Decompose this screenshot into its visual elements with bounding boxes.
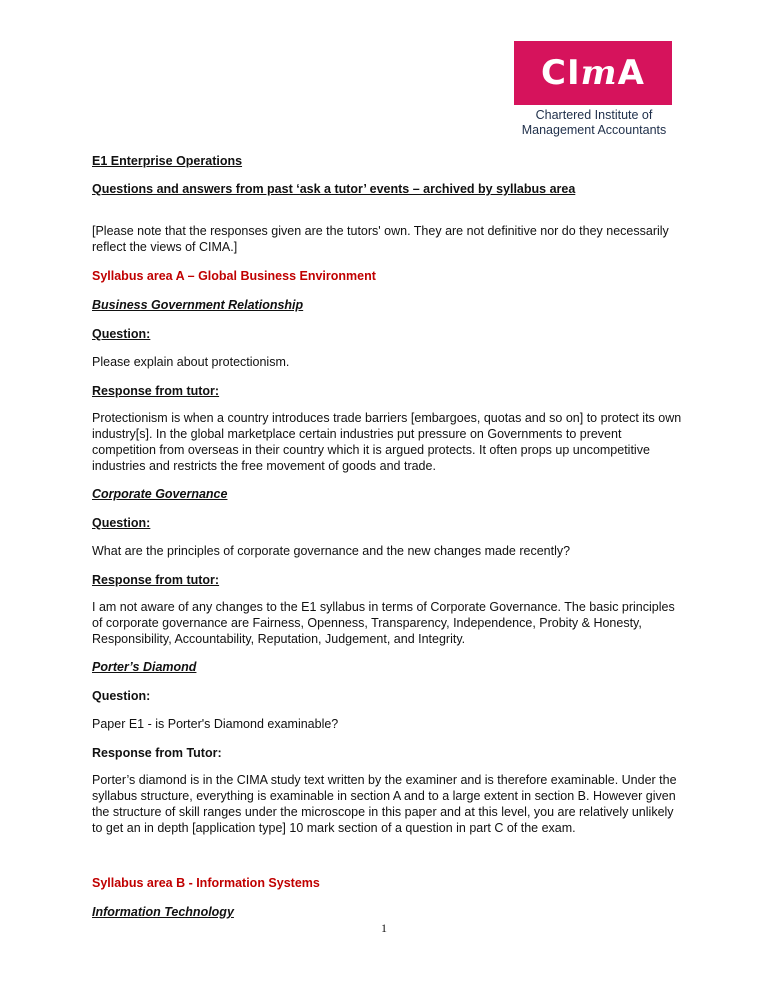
question-label: Question: <box>92 516 151 530</box>
document-title: E1 Enterprise Operations <box>92 154 243 168</box>
response-text: Porter’s diamond is in the CIMA study text written by the examiner and is therefore examinable. Under the syllabus structure, everything is examinable in section A and to a large extent in section B. However given the structure of skill ranges under the microscope in this paper and at this level, you are relatively unlikely to get an in depth [application type] 10 mark section of a question in part C of the exam. <box>92 773 677 835</box>
question-label: Question: <box>92 689 151 703</box>
topic-heading: Porter’s Diamond <box>92 660 197 674</box>
response-text: I am not aware of any changes to the E1 syllabus in terms of Corporate Governance. The basic principles of corporate governance are Fairness, Openness, Transparency, Independence, Probity & Honesty, Responsibility, Accountability, Reputation, Judgement, and Integrity. <box>92 600 675 646</box>
question-text: Please explain about protectionism. <box>92 355 290 369</box>
disclaimer: [Please note that the responses given are the tutors' own. They are not definitive nor do they necessarily reflect the views of CIMA.] <box>92 224 669 254</box>
cima-logo <box>514 41 672 105</box>
topic-heading: Corporate Governance <box>92 487 228 501</box>
response-label: Response from tutor: <box>92 384 220 398</box>
logo-caption <box>512 108 676 138</box>
document-body <box>92 153 684 920</box>
question-text: Paper E1 - is Porter's Diamond examinable? <box>92 717 339 731</box>
section-heading-a: Syllabus area A – Global Business Environment <box>92 269 376 283</box>
section-heading-b: Syllabus area B - Information Systems <box>92 876 320 890</box>
logo-caption-line2: Management Accountants <box>521 123 667 137</box>
topic-heading: Business Government Relationship <box>92 298 304 312</box>
topic-heading: Information Technology <box>92 905 234 919</box>
cima-wordmark: CImA <box>541 53 645 93</box>
document-subtitle: Questions and answers from past ‘ask a tutor’ events – archived by syllabus area <box>92 182 576 196</box>
response-text: Protectionism is when a country introduces trade barriers [embargoes, quotas and so on] to protect its own industry[s]. In the global marketplace certain industries put pressure on Governments to prevent competition from overseas in their country which it is argued protects. It often props up uncompetitive industries and restricts the free movement of goods and trade. <box>92 411 682 473</box>
question-label: Question: <box>92 327 151 341</box>
response-label: Response from tutor: <box>92 573 220 587</box>
page-number: 1 <box>381 921 387 935</box>
response-label: Response from Tutor: <box>92 746 222 760</box>
logo-caption-line1: Chartered Institute of <box>535 108 653 122</box>
question-text: What are the principles of corporate governance and the new changes made recently? <box>92 544 571 558</box>
